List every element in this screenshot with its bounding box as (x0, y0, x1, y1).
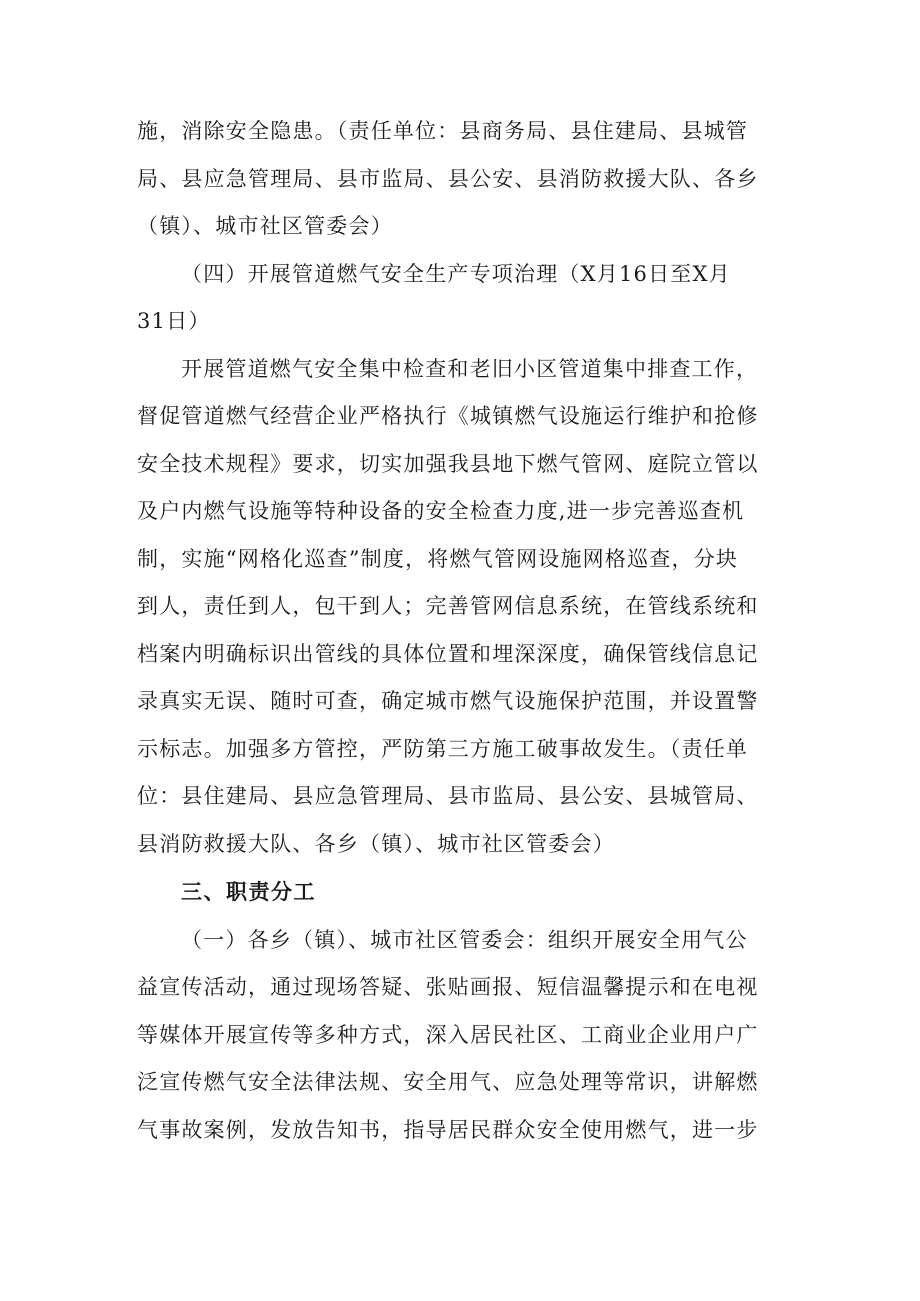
text-line: （一）各乡（镇）、城市社区管委会：组织开展安全用气公 (181, 928, 748, 952)
text-line: 录真实无误、随时可查，确定城市燃气设施保护范围，并设置警 (137, 689, 759, 713)
text-line: 督促管道燃气经营企业严格执行《城镇燃气设施运行维护和抢修 (137, 404, 759, 428)
text-line: 等媒体开展宣传等多种方式，深入居民社区、工商业企业用户广 (137, 1023, 759, 1047)
text-line: 施，消除安全隐患。（责任单位：县商务局、县住建局、县城管 (137, 119, 749, 143)
text-line: 制，实施“网格化巡查”制度，将燃气管网设施网格巡查，分块 (137, 547, 739, 571)
text-line: （镇）、城市社区管委会） (137, 214, 393, 238)
text-line: 31日） (137, 309, 211, 333)
text-line: 县消防救援大队、各乡（镇）、城市社区管委会） (137, 832, 615, 856)
text-line: 位：县住建局、县应急管理局、县市监局、县公安、县城管局、 (137, 784, 759, 808)
text-line: 安全技术规程》要求，切实加强我县地下燃气管网、庭院立管以 (137, 452, 759, 476)
text-line: 局、县应急管理局、县市监局、县公安、县消防救援大队、各乡 (137, 167, 759, 191)
section-heading: 三、职责分工 (181, 880, 316, 904)
text-line: 益宣传活动，通过现场答疑、张贴画报、短信温馨提示和在电视 (137, 975, 759, 999)
text-line: 气事故案例，发放告知书，指导居民群众安全使用燃气，进一步 (137, 1118, 759, 1142)
text-line: 开展管道燃气安全集中检查和老旧小区管道集中排查工作， (181, 357, 759, 381)
text-line: 到人，责任到人，包干到人；完善管网信息系统，在管线系统和 (137, 594, 759, 618)
text-line: 及户内燃气设施等特种设备的安全检查力度,进一步完善巡查机 (137, 499, 745, 523)
text-line: 示标志。加强多方管控，严防第三方施工破事故发生。（责任单 (137, 737, 749, 761)
text-line: 档案内明确标识出管线的具体位置和埋深深度，确保管线信息记 (137, 642, 759, 666)
text-line: （四）开展管道燃气安全生产专项治理（X月16日至X月 (181, 262, 731, 286)
text-line: 泛宣传燃气安全法律法规、安全用气、应急处理等常识，讲解燃 (137, 1070, 759, 1094)
